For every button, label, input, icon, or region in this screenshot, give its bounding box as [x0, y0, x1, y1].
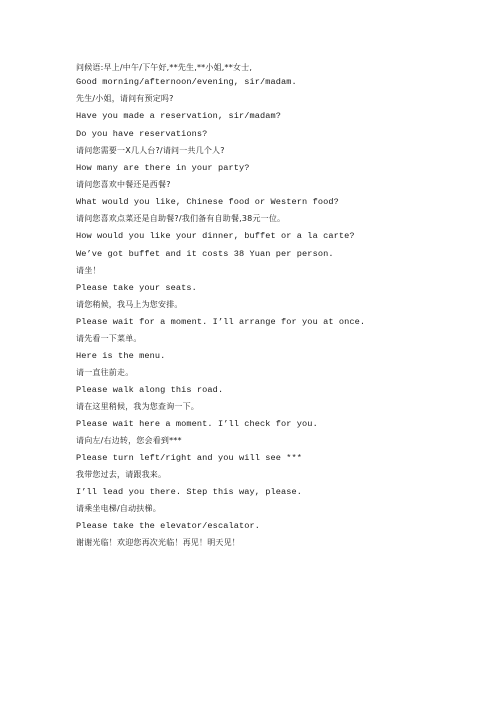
farewell-zh: 谢谢光临！欢迎您再次光临！再见！明天见！: [76, 538, 240, 547]
reservation-question-en-1: Have you made a reservation, sir/madam?: [76, 111, 282, 121]
turn-direction-en: Please turn left/right and you will see ***: [76, 453, 303, 463]
please-wait-en: Please wait for a moment. I’ll arrange for you at once.: [76, 317, 366, 327]
check-for-you-zh: 请在这里稍候，我为您查询一下。: [76, 402, 199, 411]
walk-ahead-zh: 请一直往前走。: [76, 368, 134, 377]
phrase-list: [76, 62, 476, 553]
buffet-question-zh: 请问您喜欢点菜还是自助餐?/我们备有自助餐,38元一位。: [76, 214, 286, 223]
buffet-question-en: How would you like your dinner, buffet or a la carte?: [76, 231, 355, 241]
reservation-question-en-2: Do you have reservations?: [76, 129, 208, 139]
party-size-en: How many are there in your party?: [76, 163, 250, 173]
take-seat-en: Please take your seats.: [76, 283, 197, 293]
take-seat-zh: 请坐！: [76, 266, 101, 275]
food-preference-en: What would you like, Chinese food or Western food?: [76, 197, 339, 207]
turn-direction-zh: 请向左/右边转，您会看到***: [76, 436, 182, 445]
food-preference-zh: 请问您喜欢中餐还是西餐?: [76, 180, 171, 189]
menu-en: Here is the menu.: [76, 351, 166, 361]
elevator-zh: 请乘坐电梯/自动扶梯。: [76, 504, 161, 513]
buffet-price-en: We’ve got buffet and it costs 38 Yuan per person.: [76, 249, 334, 259]
greeting-en: Good morning/afternoon/evening, sir/madam.: [76, 77, 297, 87]
lead-you-zh: 我带您过去，请跟我来。: [76, 470, 167, 479]
please-wait-zh: 请您稍候，我马上为您安排。: [76, 300, 183, 309]
party-size-zh: 请问您需要一X几人台?/请问一共几个人?: [76, 146, 225, 155]
elevator-en: Please take the elevator/escalator.: [76, 521, 260, 531]
menu-zh: 请先看一下菜单。: [76, 334, 142, 343]
greeting-zh: 问候语:早上/中午/下午好,**先生,**小姐,**女士,: [76, 63, 253, 72]
walk-ahead-en: Please walk along this road.: [76, 385, 224, 395]
reservation-question-zh: 先生/小姐，请问有预定吗?: [76, 94, 174, 103]
check-for-you-en: Please wait here a moment. I’ll check for you.: [76, 419, 318, 429]
lead-you-en: I’ll lead you there. Step this way, please.: [76, 487, 303, 497]
